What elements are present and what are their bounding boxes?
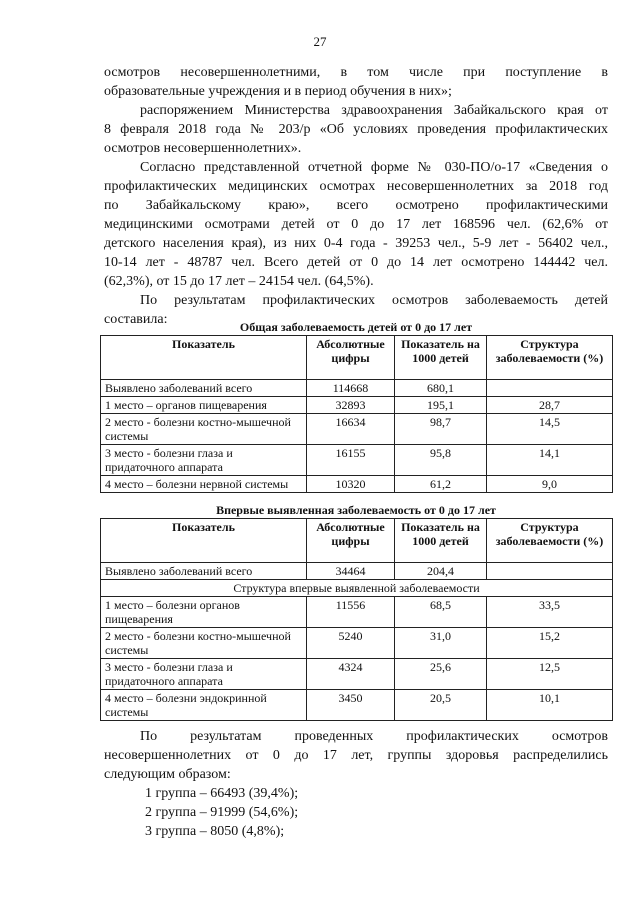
table-row xyxy=(101,414,613,445)
text-line: следующим образом: xyxy=(104,767,231,782)
table-row xyxy=(101,563,613,580)
table-row xyxy=(101,380,613,397)
cell-per-1000: 204,4 xyxy=(395,563,487,580)
cell-structure: 12,5 xyxy=(487,659,613,690)
table-row xyxy=(101,659,613,690)
header-cell: Абсолютные цифры xyxy=(307,336,395,380)
cell-indicator: 1 место – органов пищеварения xyxy=(101,397,307,414)
cell-indicator: 4 место – болезни эндокринной системы xyxy=(101,690,307,721)
table-row xyxy=(101,445,613,476)
subheader-cell: Структура впервые выявленной заболеваемости xyxy=(101,580,613,597)
table-general-morbidity xyxy=(100,335,613,493)
cell-per-1000: 31,0 xyxy=(395,628,487,659)
cell-structure: 14,1 xyxy=(487,445,613,476)
cell-absolute: 3450 xyxy=(307,690,395,721)
paragraph-2 xyxy=(104,101,608,158)
text-line: По результатам проведенных профилактических осмотров xyxy=(140,729,608,744)
cell-indicator: 2 место - болезни костно-мышечной системы xyxy=(101,628,307,659)
page-number: 27 xyxy=(313,34,327,49)
cell-indicator: Выявлено заболеваний всего xyxy=(101,563,307,580)
header-cell: Структура заболеваемости (%) xyxy=(487,519,613,563)
cell-indicator: 4 место – болезни нервной системы xyxy=(101,476,307,493)
health-group-2: 2 группа – 91999 (54,6%); xyxy=(145,805,299,820)
cell-structure xyxy=(487,380,613,397)
header-cell: Показатель xyxy=(101,519,307,563)
cell-absolute: 114668 xyxy=(307,380,395,397)
table-row xyxy=(101,476,613,493)
cell-indicator: 3 место - болезни глаза и придаточного аппарата xyxy=(101,659,307,690)
cell-per-1000: 25,6 xyxy=(395,659,487,690)
text-line: 10-14 лет - 48787 чел. Всего детей от 0 до 14 лет осмотрено 144442 чел. xyxy=(104,255,608,270)
cell-structure: 14,5 xyxy=(487,414,613,445)
text-line: (62,3%), от 15 до 17 лет – 24154 чел. (64,5%). xyxy=(104,274,374,289)
table-subheader-row xyxy=(101,580,613,597)
health-group-3: 3 группа – 8050 (4,8%); xyxy=(145,824,285,839)
cell-absolute: 16155 xyxy=(307,445,395,476)
cell-per-1000: 680,1 xyxy=(395,380,487,397)
cell-absolute: 32893 xyxy=(307,397,395,414)
cell-indicator: 2 место - болезни костно-мышечной системы xyxy=(101,414,307,445)
cell-structure: 9,0 xyxy=(487,476,613,493)
header-cell: Показатель xyxy=(101,336,307,380)
cell-per-1000: 95,8 xyxy=(395,445,487,476)
cell-per-1000: 20,5 xyxy=(395,690,487,721)
cell-structure: 15,2 xyxy=(487,628,613,659)
paragraph-1 xyxy=(104,63,608,101)
text-line: 8 февраля 2018 года № 203/р «Об условиях проведения профилактических xyxy=(104,122,608,137)
cell-structure: 28,7 xyxy=(487,397,613,414)
table2-caption: Впервые выявленная заболеваемость от 0 до 17 лет xyxy=(216,503,496,517)
cell-absolute: 5240 xyxy=(307,628,395,659)
cell-indicator: Выявлено заболеваний всего xyxy=(101,380,307,397)
cell-absolute: 16634 xyxy=(307,414,395,445)
paragraph-5 xyxy=(104,727,608,784)
header-cell: Показатель на 1000 детей xyxy=(395,519,487,563)
table-new-morbidity xyxy=(100,518,613,721)
cell-structure: 33,5 xyxy=(487,597,613,628)
header-cell: Показатель на 1000 детей xyxy=(395,336,487,380)
cell-indicator: 3 место - болезни глаза и придаточного аппарата xyxy=(101,445,307,476)
table-row xyxy=(101,397,613,414)
text-line: по Забайкальскому краю», всего осмотрено профилактическими xyxy=(104,198,608,213)
cell-absolute: 4324 xyxy=(307,659,395,690)
cell-indicator: 1 место – болезни органов пищеварения xyxy=(101,597,307,628)
table-row xyxy=(101,690,613,721)
cell-per-1000: 61,2 xyxy=(395,476,487,493)
text-line: осмотров несовершеннолетних». xyxy=(104,141,302,156)
text-line: образовательные учреждения и в период обучения в них»; xyxy=(104,84,452,99)
cell-structure: 10,1 xyxy=(487,690,613,721)
text-line: профилактических медицинских осмотрах несовершеннолетних за 2018 год xyxy=(104,179,608,194)
cell-per-1000: 68,5 xyxy=(395,597,487,628)
text-line: детского населения края), из них 0-4 года - 39253 чел., 5-9 лет - 56402 чел., xyxy=(104,236,608,251)
text-line: составила: xyxy=(104,312,168,327)
table-row xyxy=(101,597,613,628)
table-row xyxy=(101,628,613,659)
text-line: Согласно представленной отчетной форме № 030-ПО/о-17 «Сведения о xyxy=(140,160,608,175)
header-cell: Структура заболеваемости (%) xyxy=(487,336,613,380)
cell-per-1000: 98,7 xyxy=(395,414,487,445)
cell-per-1000: 195,1 xyxy=(395,397,487,414)
text-line: По результатам профилактических осмотров заболеваемость детей xyxy=(140,293,608,308)
table-header-row xyxy=(101,336,613,380)
text-line: осмотров несовершеннолетними, в том числе при поступление в xyxy=(104,65,608,80)
text-line: медицинскими осмотрами детей от 0 до 17 лет 168596 чел. (62,6% от xyxy=(104,217,608,232)
cell-absolute: 10320 xyxy=(307,476,395,493)
cell-structure xyxy=(487,563,613,580)
table1-caption: Общая заболеваемость детей от 0 до 17 лет xyxy=(239,320,473,334)
health-group-1: 1 группа – 66493 (39,4%); xyxy=(145,786,299,801)
cell-absolute: 11556 xyxy=(307,597,395,628)
text-line: распоряжением Министерства здравоохранения Забайкальского края от xyxy=(140,103,608,118)
text-line: несовершеннолетних от 0 до 17 лет, группы здоровья распределились xyxy=(104,748,608,763)
table-header-row xyxy=(101,519,613,563)
cell-absolute: 34464 xyxy=(307,563,395,580)
header-cell: Абсолютные цифры xyxy=(307,519,395,563)
paragraph-3 xyxy=(104,158,608,291)
